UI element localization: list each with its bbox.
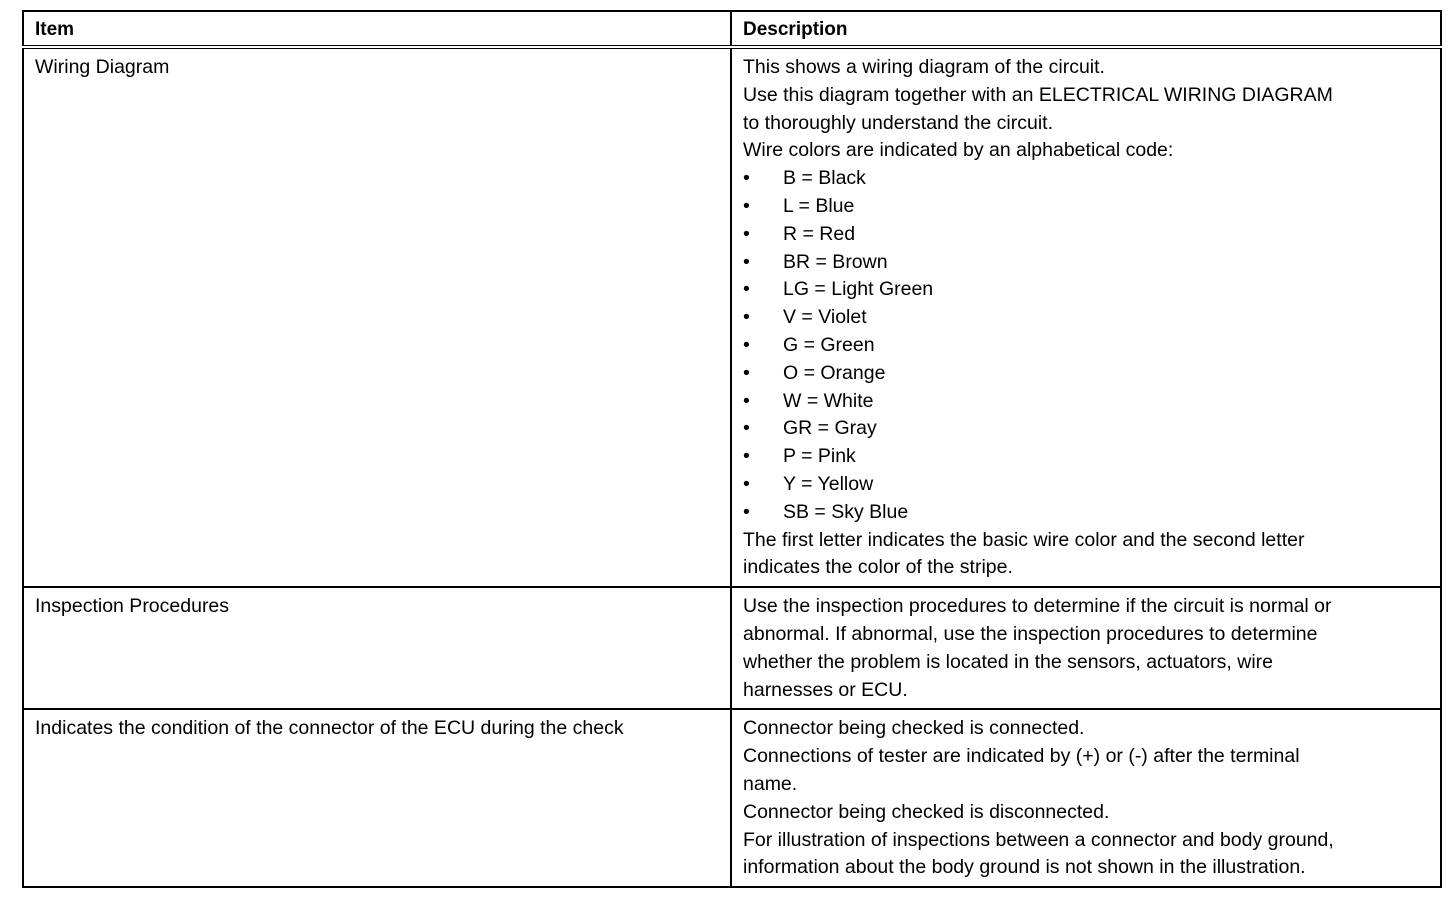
color-code-text: LG = Light Green (783, 278, 934, 301)
wire-color-code-list (743, 165, 1430, 526)
description-line: Use the inspection procedures to determine if the circuit is normal or (743, 595, 1332, 618)
description-line: information about the body ground is not shown in the illustration. (743, 856, 1306, 879)
description-line: Use this diagram together with an ELECTRICAL WIRING DIAGRAM (743, 83, 1333, 106)
list-item (743, 193, 1430, 221)
color-code-text: Y = Yellow (783, 472, 874, 495)
description-line: harnesses or ECU. (743, 678, 908, 701)
color-code-text: BR = Brown (783, 250, 888, 273)
list-item (743, 415, 1430, 443)
description-line: abnormal. If abnormal, use the inspection procedures to determine (743, 622, 1318, 645)
bullet-icon: • (743, 417, 750, 440)
bullet-icon: • (743, 222, 750, 245)
bullet-icon: • (743, 500, 750, 523)
list-item (743, 276, 1430, 304)
list-item (743, 471, 1430, 499)
bullet-icon: • (743, 472, 750, 495)
bullet-icon: • (743, 250, 750, 273)
color-code-text: G = Green (783, 333, 875, 356)
item-label: Inspection Procedures (35, 595, 230, 618)
bullet-icon: • (743, 278, 750, 301)
color-code-text: GR = Gray (783, 417, 877, 440)
color-code-text: P = Pink (783, 445, 856, 468)
description-cell (731, 587, 1441, 709)
item-cell (23, 709, 731, 887)
description-line: The first letter indicates the basic wire color and the second letter (743, 528, 1305, 551)
description-cell (731, 47, 1441, 587)
bullet-icon: • (743, 361, 750, 384)
list-item (743, 443, 1430, 471)
color-code-text: V = Violet (783, 306, 867, 329)
list-item (743, 332, 1430, 360)
description-line: to thoroughly understand the circuit. (743, 111, 1054, 134)
item-cell (23, 587, 731, 709)
item-label: Wiring Diagram (35, 56, 170, 78)
bullet-icon: • (743, 306, 750, 329)
reference-table (22, 10, 1442, 888)
description-line: This shows a wiring diagram of the circuit. (743, 56, 1105, 78)
bullet-icon: • (743, 167, 750, 190)
item-cell (23, 47, 731, 587)
item-label: Indicates the condition of the connector of the ECU during the check (35, 717, 624, 740)
color-code-text: L = Blue (783, 194, 855, 217)
list-item (743, 304, 1430, 332)
list-item (743, 388, 1430, 416)
bullet-icon: • (743, 445, 750, 468)
color-code-text: O = Orange (783, 361, 886, 384)
description-line: Connections of tester are indicated by (+) or (-) after the terminal (743, 745, 1300, 768)
header-description: Description (731, 11, 1441, 47)
bullet-icon: • (743, 389, 750, 412)
description-line: For illustration of inspections between a connector and body ground, (743, 828, 1334, 851)
bullet-icon: • (743, 194, 750, 217)
list-item (743, 249, 1430, 277)
color-code-text: B = Black (783, 167, 866, 190)
list-item (743, 360, 1430, 388)
bullet-icon: • (743, 333, 750, 356)
list-item (743, 221, 1430, 249)
color-code-text: SB = Sky Blue (783, 500, 909, 523)
table-row-wiring-diagram (23, 47, 1441, 587)
table-row-inspection-procedures (23, 587, 1441, 709)
description-cell (731, 709, 1441, 887)
description-line: Wire colors are indicated by an alphabetical code: (743, 139, 1174, 162)
color-code-text: W = White (783, 389, 874, 412)
list-item (743, 165, 1430, 193)
description-line: indicates the color of the stripe. (743, 556, 1013, 579)
list-item (743, 499, 1430, 527)
color-code-text: R = Red (783, 222, 856, 245)
header-row (23, 11, 1441, 47)
description-line: Connector being checked is connected. (743, 717, 1085, 740)
table-row-connector-condition (23, 709, 1441, 887)
description-line: name. (743, 772, 798, 795)
description-line: Connector being checked is disconnected. (743, 800, 1110, 823)
description-line: whether the problem is located in the sensors, actuators, wire (743, 650, 1274, 673)
header-item: Item (23, 11, 731, 47)
